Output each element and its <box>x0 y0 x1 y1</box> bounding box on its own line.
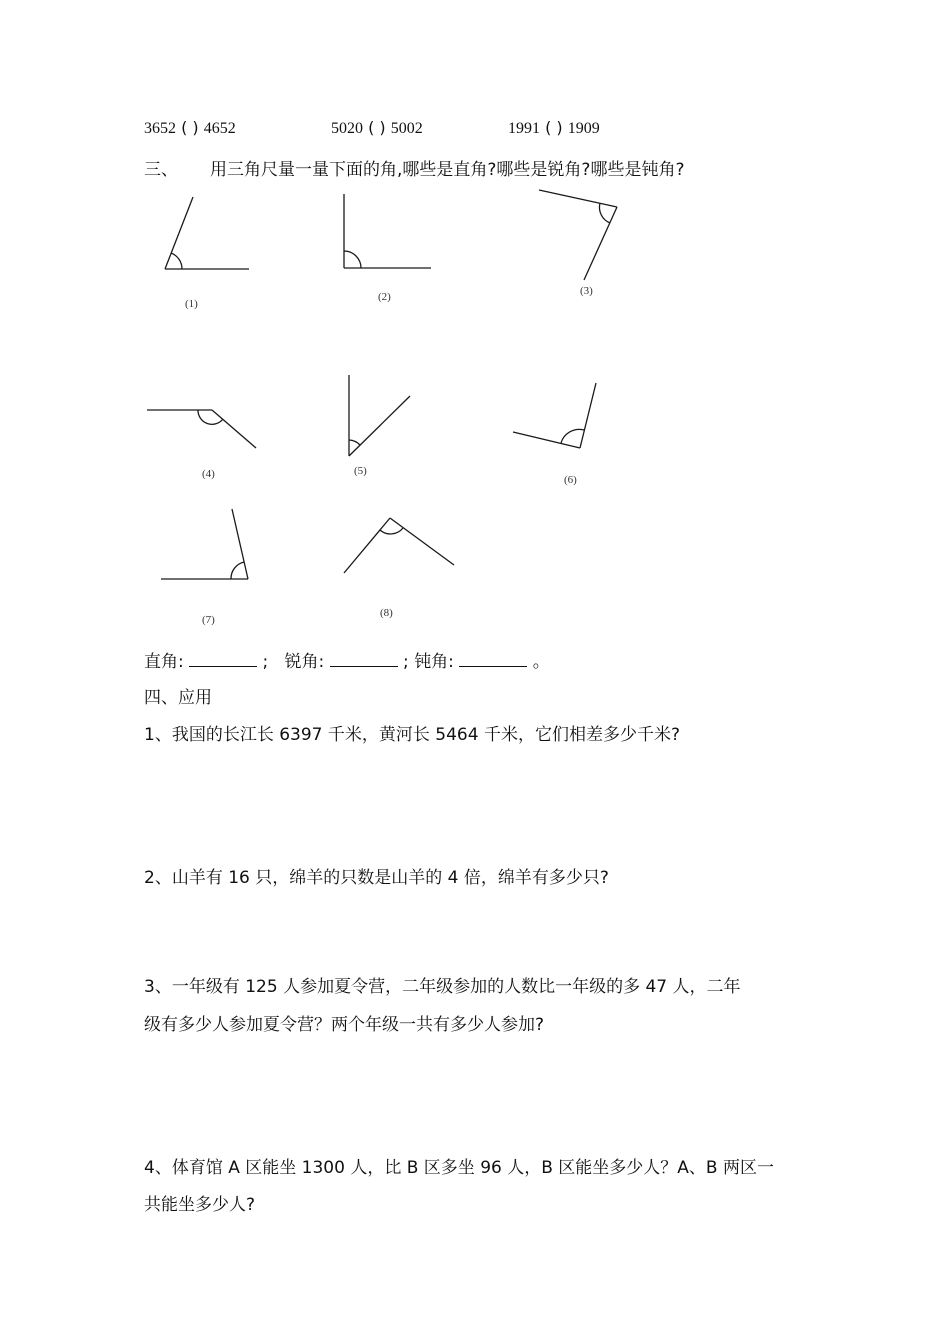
angle-7 <box>161 509 248 579</box>
angle-label: (8) <box>380 607 393 619</box>
angle-2 <box>344 194 431 268</box>
obtuse-angle-blank[interactable] <box>459 652 527 667</box>
angle-label: (3) <box>580 285 593 297</box>
angle-1 <box>165 197 249 269</box>
angle-3 <box>539 190 617 280</box>
angle-8 <box>344 518 454 573</box>
compare-blank[interactable]: ( ) <box>545 118 563 137</box>
angle-label: (1) <box>185 298 198 310</box>
angle-label: (5) <box>354 465 367 477</box>
compare-item: 1991 ( ) 1909 <box>508 118 600 137</box>
compare-item: 3652 ( ) 4652 <box>144 118 236 137</box>
right-angle-label: 直角: <box>144 652 184 672</box>
problem-4-line-2: 共能坐多少人? <box>144 1195 256 1215</box>
problem-4-line-1: 4、体育馆 A 区能坐 1300 人，比 B 区多坐 96 人，B 区能坐多少人？A、B 两区一 <box>144 1158 774 1178</box>
angle-6 <box>513 383 596 448</box>
section3-question: 用三角尺量一量下面的角,哪些是直角?哪些是锐角?哪些是钝角? <box>210 160 685 180</box>
section4-title: 四、应用 <box>144 688 212 708</box>
angle-label: (2) <box>378 291 391 303</box>
angle-label: (4) <box>202 468 215 480</box>
problem-3-line-2: 级有多少人参加夏令营？两个年级一共有多少人参加? <box>144 1015 545 1035</box>
compare-item: 5020 ( ) 5002 <box>331 118 423 137</box>
angle-label: (6) <box>564 474 577 486</box>
problem-2: 2、山羊有 16 只，绵羊的只数是山羊的 4 倍，绵羊有多少只? <box>144 868 609 888</box>
problem-1: 1、我国的长江长 6397 千米，黄河长 5464 千米，它们相差多少千米? <box>144 725 680 745</box>
answer-line: 直角: ; 锐角: ; 钝角: 。 <box>144 652 550 672</box>
angle-4 <box>147 410 256 448</box>
obtuse-angle-label: 钝角: <box>414 652 454 672</box>
section3-number: 三、 <box>144 160 178 180</box>
acute-angle-blank[interactable] <box>330 652 398 667</box>
angle-label: (7) <box>202 614 215 626</box>
compare-blank[interactable]: ( ) <box>181 118 199 137</box>
right-angle-blank[interactable] <box>189 652 257 667</box>
acute-angle-label: 锐角: <box>284 652 325 672</box>
angle-5 <box>349 375 410 456</box>
compare-blank[interactable]: ( ) <box>368 118 386 137</box>
problem-3-line-1: 3、一年级有 125 人参加夏令营，二年级参加的人数比一年级的多 47 人，二年 <box>144 977 741 997</box>
